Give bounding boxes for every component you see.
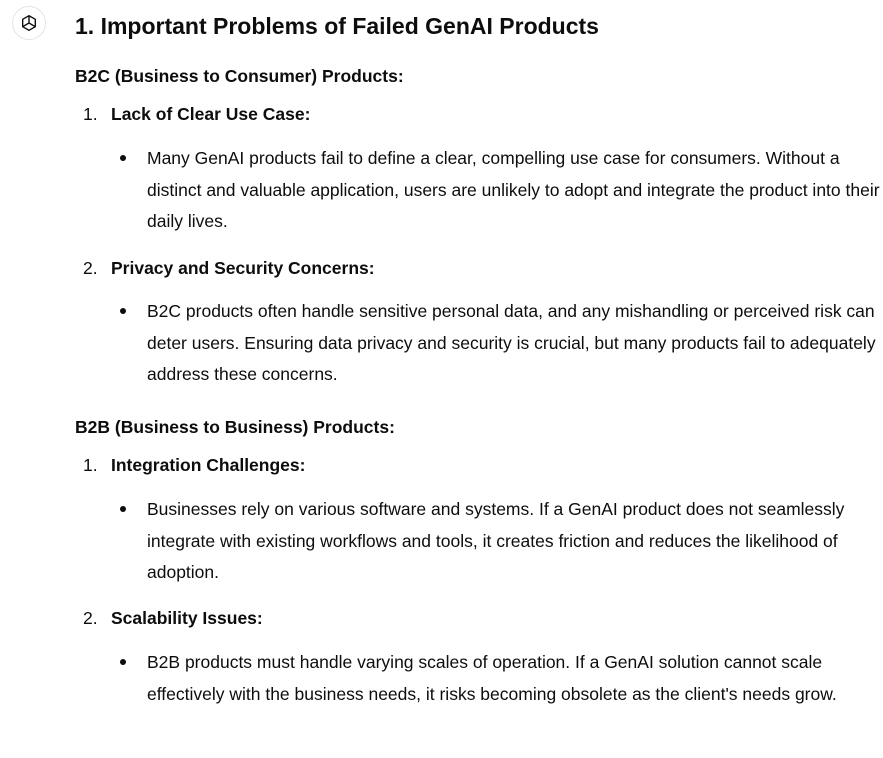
avatar — [12, 6, 46, 40]
bullet-dot-icon — [120, 506, 126, 512]
list-item-title — [83, 102, 310, 126]
bullet-text: Businesses rely on various software and systems. If a GenAI product does not seamlessly integrate with existing workflows and tools, it creates friction and reduces the likelihood of adoption. — [147, 499, 845, 582]
bullet-item — [120, 494, 880, 589]
item-title-label: Integration Challenges: — [111, 455, 306, 475]
bullet-dot-icon — [120, 308, 126, 314]
list-number: 1. — [83, 455, 98, 475]
openai-logo-icon — [18, 12, 40, 34]
bullet-item — [120, 296, 880, 391]
page-title: 1. Important Problems of Failed GenAI Products — [75, 13, 599, 39]
bullet-text: B2C products often handle sensitive personal data, and any mishandling or perceived risk can deter users. Ensuring data privacy and security is crucial, but many products fail to adequately address these concerns. — [147, 301, 876, 384]
section-heading-b2c: B2C (Business to Consumer) Products: — [75, 66, 404, 86]
bullet-item — [120, 647, 880, 710]
bullet-item — [120, 143, 880, 238]
bullet-dot-icon — [120, 659, 126, 665]
list-item-title — [83, 606, 263, 630]
list-item-title — [83, 256, 375, 280]
list-item-title — [83, 453, 305, 477]
list-number: 2. — [83, 608, 98, 628]
item-title-label: Privacy and Security Concerns: — [111, 258, 375, 278]
bullet-text: B2B products must handle varying scales of operation. If a GenAI solution cannot scale effectively with the business needs, it risks becoming obsolete as the client's needs grow. — [147, 652, 837, 704]
list-number: 2. — [83, 258, 98, 278]
item-title-label: Lack of Clear Use Case: — [111, 104, 311, 124]
item-title-label: Scalability Issues: — [111, 608, 263, 628]
list-number: 1. — [83, 104, 98, 124]
bullet-text: Many GenAI products fail to define a clear, compelling use case for consumers. Without a distinct and valuable application, users are unlikely to adopt and integrate the product into their daily lives. — [147, 148, 880, 231]
section-heading-b2b: B2B (Business to Business) Products: — [75, 417, 395, 437]
bullet-dot-icon — [120, 155, 126, 161]
